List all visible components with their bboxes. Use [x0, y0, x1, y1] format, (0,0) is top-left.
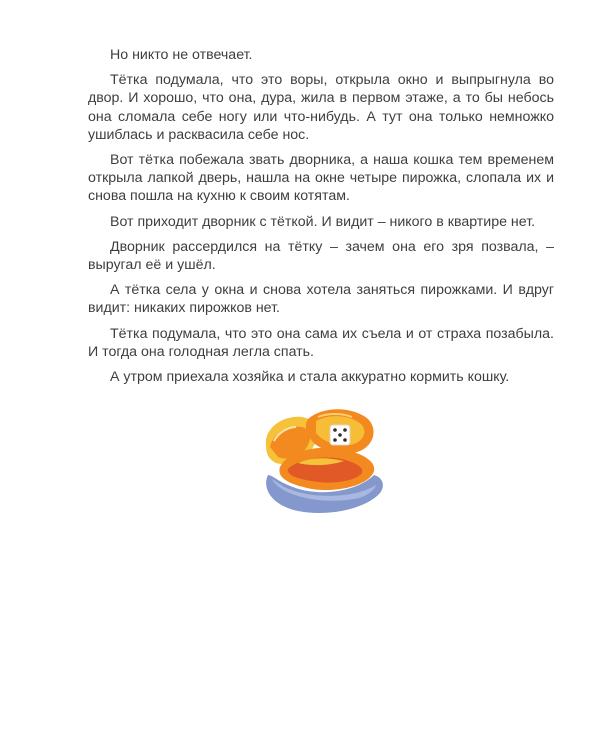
- paragraph-2: Тётка подумала, что это воры, открыла окно и выпрыгнула во двор. И хорошо, что она, дура, жила в первом этаже, а то бы небось она сломала себе ногу или что-нибудь. А тут она только немножко ушиблась и расквасила себе нос.: [88, 72, 554, 143]
- paragraph-5: Дворник рассердился на тётку – зачем она его зря позвала, – выругал её и ушёл.: [88, 238, 554, 274]
- pies-on-plate-illustration: [258, 405, 390, 517]
- paragraph-8: А утром приехала хозяйка и стала аккуратно кормить кошку.: [110, 369, 510, 386]
- paragraph-4: Вот приходит дворник с тёткой. И видит – никого в квартире нет.: [110, 213, 536, 230]
- paragraph-6: А тётка села у окна и снова хотела заняться пирожками. И вдруг видит: никаких пирожков нет.: [88, 282, 554, 317]
- paragraph-1: Но никто не отвечает.: [110, 47, 253, 63]
- paragraph-7: Тётка подумала, что это она сама их съела и от страха позабыла. И тогда она голодная легла спать.: [88, 325, 554, 360]
- story-text: [88, 46, 554, 393]
- paragraph-3: Вот тётка побежала звать дворника, а наша кошка тем временем открыла лапкой дверь, нашла на окне четыре пирожка, слопала их и снова пошла на кухню к своим котятам.: [88, 152, 554, 205]
